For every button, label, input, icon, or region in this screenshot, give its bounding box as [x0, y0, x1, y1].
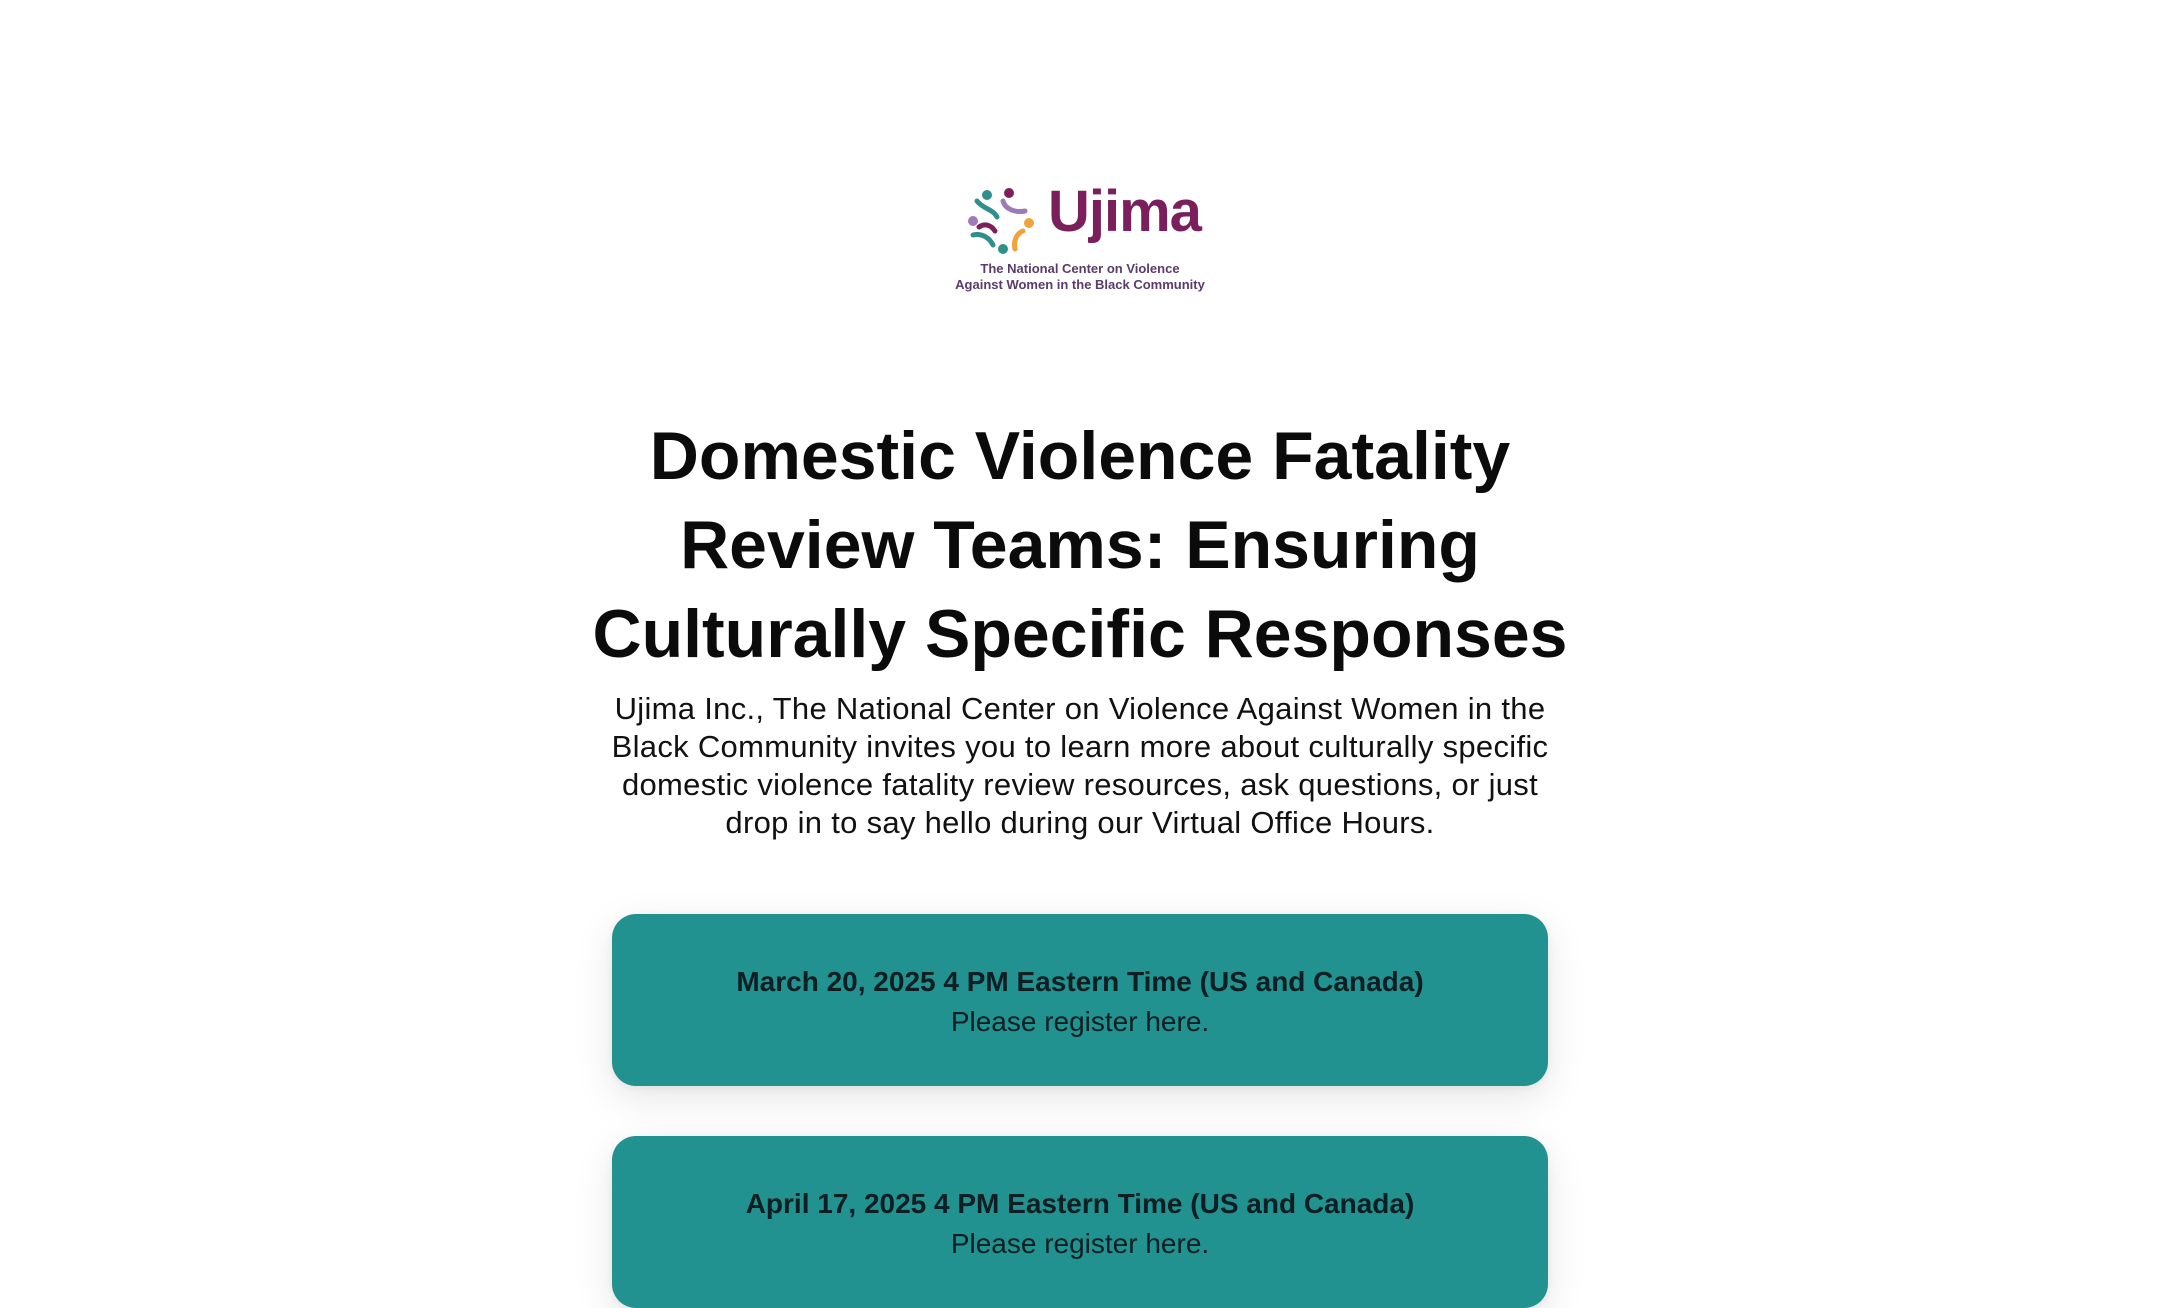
- intro-paragraph: Ujima Inc., The National Center on Violence Against Women in the Black Community invites you to learn more about culturally specific domestic violence fatality review resources, ask questions, or just drop in to say hello during our Virtual Office Hours.: [611, 691, 1549, 840]
- page-title: Domestic Violence Fatality Review Teams: Ensuring Culturally Specific Responses: [592, 418, 1568, 672]
- logo-tagline: [945, 261, 1215, 293]
- register-link[interactable]: Please register here.: [950, 1006, 1210, 1037]
- register-link[interactable]: Please register here.: [950, 1228, 1210, 1259]
- session-date: March 20, 2025 4 PM Eastern Time (US and Canada): [736, 966, 1424, 997]
- ujima-logo[interactable]: [945, 179, 1215, 295]
- logo-tagline-line2: Against Women in the Black Community: [955, 277, 1205, 292]
- people-circle-icon: [965, 187, 1039, 257]
- session-date: April 17, 2025 4 PM Eastern Time (US and Canada): [745, 1188, 1415, 1219]
- session-card-march[interactable]: [612, 914, 1548, 1086]
- session-card-april[interactable]: [612, 1136, 1548, 1308]
- logo-tagline-line1: The National Center on Violence: [980, 261, 1180, 276]
- logo-wordmark: Ujima: [1048, 179, 1201, 244]
